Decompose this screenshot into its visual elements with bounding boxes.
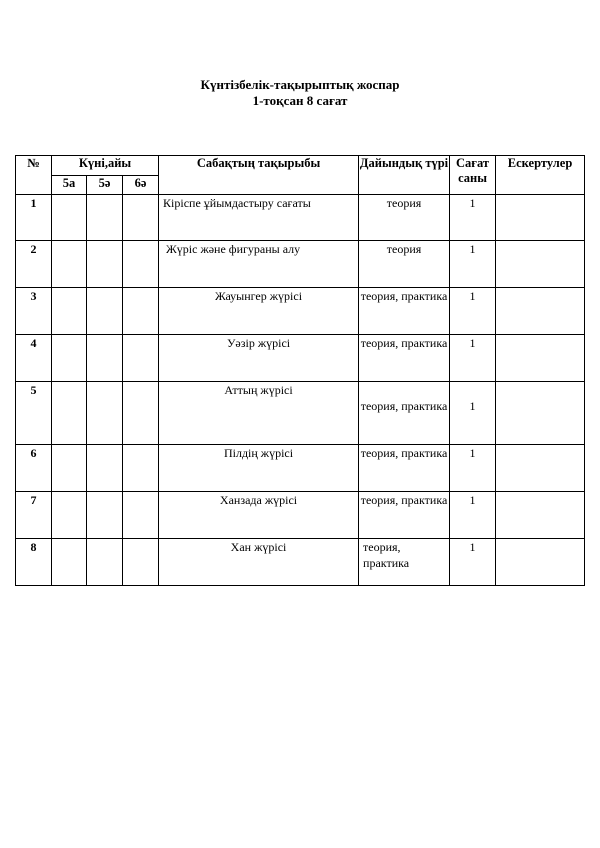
row-hours: 1: [450, 382, 496, 445]
header-class-5a: 5а: [52, 176, 87, 195]
date-5a-cell: [52, 288, 87, 335]
row-topic: Аттың жүрісі: [159, 382, 359, 445]
row-hours: 1: [450, 492, 496, 539]
row-notes: [496, 445, 585, 492]
row-type: теория, практика: [359, 445, 450, 492]
row-type: теория, практика: [359, 382, 450, 445]
table-row: [16, 382, 585, 445]
row-type: теория: [359, 195, 450, 241]
date-5ae-cell: [87, 195, 123, 241]
row-notes: [496, 288, 585, 335]
date-6ae-cell: [123, 492, 159, 539]
header-class-5ae: 5ә: [87, 176, 123, 195]
row-hours: 1: [450, 445, 496, 492]
header-hours: Сағат саны: [450, 156, 496, 195]
row-topic: Хан жүрісі: [159, 539, 359, 586]
header-row: [16, 156, 585, 176]
row-number: 2: [16, 241, 52, 288]
row-number: 8: [16, 539, 52, 586]
header-class-6ae: 6ә: [123, 176, 159, 195]
date-5ae-cell: [87, 445, 123, 492]
row-topic: Кіріспе ұйымдастыру сағаты: [159, 195, 359, 241]
row-type: теория, практика: [359, 288, 450, 335]
table-row: [16, 288, 585, 335]
header-number: №: [16, 156, 52, 195]
date-5ae-cell: [87, 539, 123, 586]
row-notes: [496, 539, 585, 586]
date-6ae-cell: [123, 195, 159, 241]
date-5a-cell: [52, 195, 87, 241]
date-6ae-cell: [123, 445, 159, 492]
header-date: Күні,айы: [52, 156, 159, 176]
date-5a-cell: [52, 445, 87, 492]
date-6ae-cell: [123, 539, 159, 586]
row-number: 6: [16, 445, 52, 492]
row-hours: 1: [450, 288, 496, 335]
page-subtitle: 1-тоқсан 8 сағат: [252, 93, 348, 108]
table-row: [16, 335, 585, 382]
row-type: теория, практика: [359, 492, 450, 539]
date-5a-cell: [52, 492, 87, 539]
row-hours: 1: [450, 195, 496, 241]
table-row: [16, 241, 585, 288]
date-5a-cell: [52, 335, 87, 382]
row-notes: [496, 382, 585, 445]
row-topic: Жүріс және фигураны алу: [159, 241, 359, 288]
row-number: 4: [16, 335, 52, 382]
row-type: теория: [359, 241, 450, 288]
table-row: [16, 539, 585, 586]
header-topic: Сабақтың тақырыбы: [159, 156, 359, 195]
row-number: 5: [16, 382, 52, 445]
row-type: теория, практика: [359, 335, 450, 382]
date-5ae-cell: [87, 382, 123, 445]
date-5a-cell: [52, 382, 87, 445]
date-5ae-cell: [87, 335, 123, 382]
lesson-plan-table: [15, 155, 585, 586]
row-hours: 1: [450, 335, 496, 382]
date-5ae-cell: [87, 288, 123, 335]
row-type: теория, практика: [359, 539, 450, 586]
row-notes: [496, 492, 585, 539]
row-notes: [496, 195, 585, 241]
row-hours: 1: [450, 241, 496, 288]
date-5a-cell: [52, 539, 87, 586]
row-topic: Пілдің жүрісі: [159, 445, 359, 492]
table-row: [16, 195, 585, 241]
row-number: 1: [16, 195, 52, 241]
date-5ae-cell: [87, 492, 123, 539]
row-hours: 1: [450, 539, 496, 586]
row-number: 3: [16, 288, 52, 335]
row-topic: Уәзір жүрісі: [159, 335, 359, 382]
table-row: [16, 492, 585, 539]
date-5a-cell: [52, 241, 87, 288]
header-notes: Ескертулер: [496, 156, 585, 195]
date-6ae-cell: [123, 335, 159, 382]
table-row: [16, 445, 585, 492]
date-6ae-cell: [123, 288, 159, 335]
row-topic: Ханзада жүрісі: [159, 492, 359, 539]
header-type: Дайындық түрі: [359, 156, 450, 195]
date-6ae-cell: [123, 241, 159, 288]
row-notes: [496, 335, 585, 382]
page-title: Күнтізбелік-тақырыптық жоспар: [200, 77, 400, 92]
date-5ae-cell: [87, 241, 123, 288]
row-notes: [496, 241, 585, 288]
date-6ae-cell: [123, 382, 159, 445]
row-number: 7: [16, 492, 52, 539]
row-topic: Жауынгер жүрісі: [159, 288, 359, 335]
